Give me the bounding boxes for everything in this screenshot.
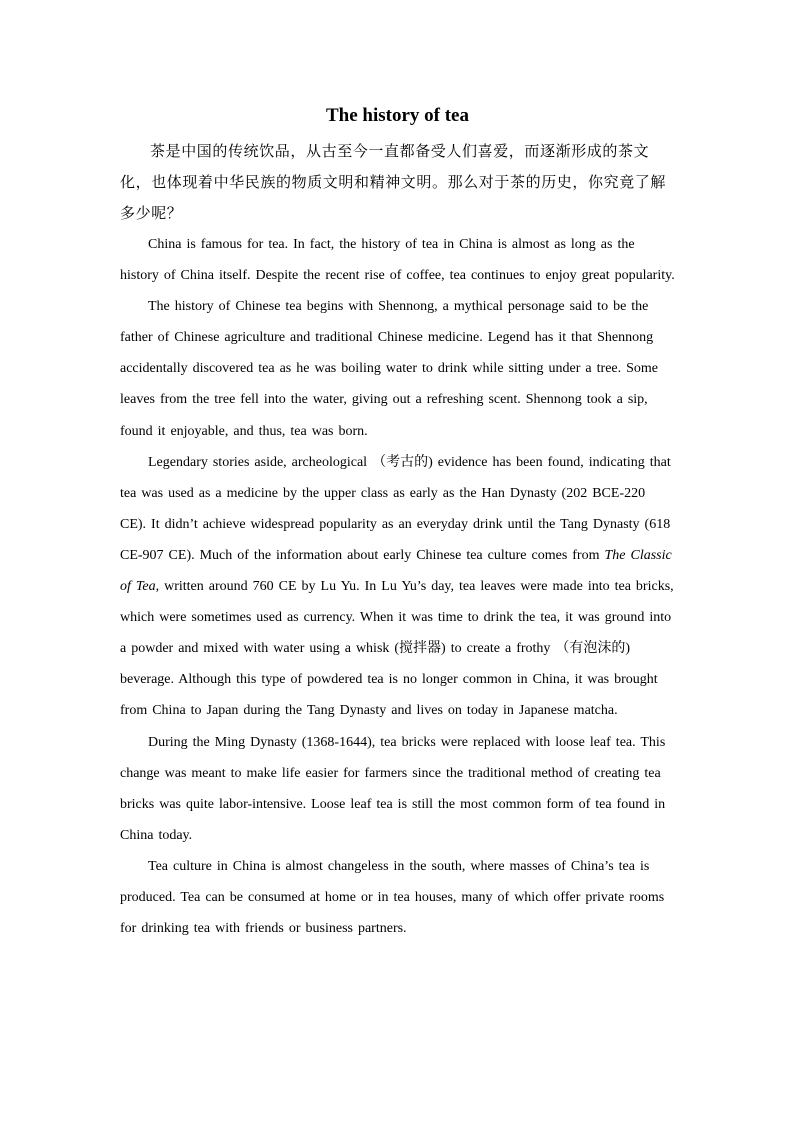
document-body bbox=[120, 102, 675, 944]
text-run: The history of Chinese tea begins with Shennong, a mythical personage said to be the father of Chinese agriculture and traditional Chinese medicine. Legend has it that Shennong accidentally discovered tea as he was boiling water to drink while sitting under a tree. Some leaves from the tree fell into the water, giving out a refreshing scent. Shennong took a sip, found it enjoyable, and thus, tea was born. bbox=[120, 299, 659, 439]
paragraph-5 bbox=[120, 851, 675, 944]
text-run: Tea culture in China is almost changeless in the south, where masses of China’s tea is produced. Tea can be consumed at home or in tea houses, many of which offer private rooms for drinking tea with friends or business partners. bbox=[120, 858, 665, 937]
italic-book-title: The Classic of Tea bbox=[120, 547, 672, 595]
paragraph-3 bbox=[120, 447, 675, 727]
chinese-intro-paragraph: 茶是中国的传统饮品，从古至今一直都备受人们喜爱，而逐渐形成的茶文化，也体现着中华民族的物质文明和精神文明。那么对于茶的历史，你究竟了解多少呢？ bbox=[120, 142, 667, 222]
text-run: Legendary stories aside, archeological （考古的) evidence has been found, indicating that tea was used as a medicine by the upper class as early as the Han Dynasty (202 BCE-220 CE). It didn’t achieve widespread popularity as an everyday drink until the Tang Dynasty (618 CE-907 CE). Much of the information about early Chinese tea culture comes from bbox=[120, 454, 671, 563]
document-title: The history of tea bbox=[325, 105, 469, 126]
paragraph-4 bbox=[120, 727, 675, 851]
text-run: , written around 760 CE by Lu Yu. In Lu Yu’s day, tea leaves were made into tea bricks, which were sometimes used as currency. When it was time to drink the tea, it was ground into a powder and mixed with water using a whisk (搅拌器) to create a frothy （有泡沫的) beverage. Although this type of powdered tea is no longer common in China, it was brought from China to Japan during the Tang Dynasty and lives on today in Japanese matcha. bbox=[120, 579, 674, 719]
text-run: China is famous for tea. In fact, the history of tea in China is almost as long as the history of China itself. Despite the recent rise of coffee, tea continues to enjoy great popularity. bbox=[120, 237, 675, 284]
paragraph-2 bbox=[120, 291, 675, 446]
text-run: During the Ming Dynasty (1368-1644), tea bricks were replaced with loose leaf tea. This change was meant to make life easier for farmers since the traditional method of creating tea bricks was quite labor-intensive. Loose leaf tea is still the most common form of tea found in China today. bbox=[120, 734, 666, 843]
paragraph-1 bbox=[120, 229, 675, 291]
